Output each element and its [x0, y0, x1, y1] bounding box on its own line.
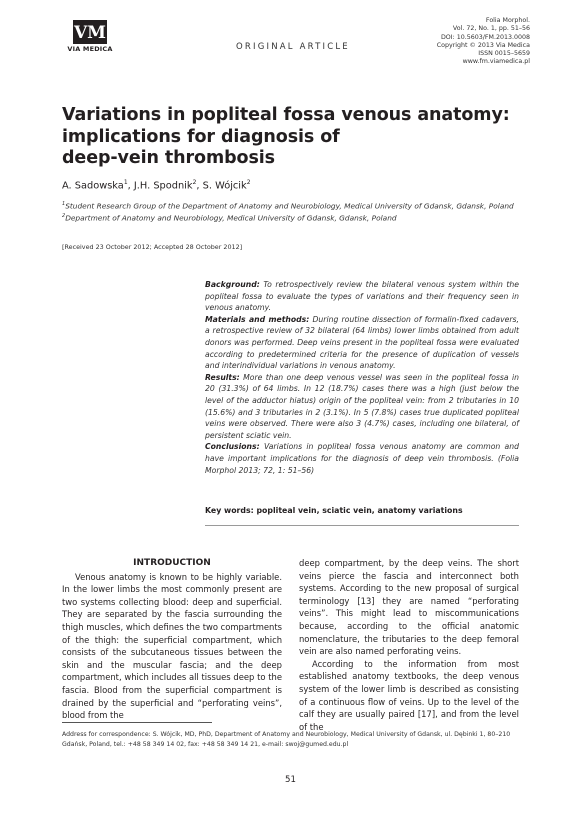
- keywords-divider: [205, 525, 519, 526]
- affiliation-item: $^1$Student Research Group of the Department of Anatomy and Neurobiology, Medical University of Gdansk, Gdansk, Poland: [62, 201, 514, 211]
- footnote-divider: [62, 722, 212, 723]
- abstract-label: Materials and methods:: [205, 314, 310, 324]
- affiliations: [62, 199, 530, 224]
- journal-copyright: Copyright © 2013 Via Medica: [436, 41, 530, 49]
- author-affiliation-mark: 1: [123, 179, 128, 186]
- publisher-logo: [62, 20, 118, 53]
- vm-logo-icon: [73, 20, 107, 44]
- abstract-methods: Materials and methods: During routine dissection of formalin-fixed cadavers, a retrospective review of 32 bilateral (64 limbs) lower limbs obtained from adult donors was performed. Deep veins present in the popliteal fossa were evaluated according to predetermined criteria for the presence of duplication of vessels and interindividual variations in venous anatomy.: [205, 314, 520, 371]
- title-line: Variations in popliteal fossa venous anatomy:: [62, 105, 510, 125]
- correspondence-address: Address for correspondence: S. Wójcik, MD, PhD, Department of Anatomy and Neurobiology, Medical University of Gdansk, ul. Dębinki 1, 80–210 Gdańsk, Poland, tel.: +48 58 349 14 02, fax: +48 58 349 14 21, e-mail: swoj@gumed.edu.pl: [62, 731, 511, 749]
- publisher-name: VIA MEDICA: [67, 45, 113, 53]
- section-heading: INTRODUCTION: [133, 558, 211, 568]
- author-affiliation-mark: 2: [192, 179, 197, 186]
- body-paragraph: Venous anatomy is known to be highly variable. In the lower limbs the most commonly present are two systems collecting blood: deep and superficial. They are separated by the fascia surrounding the thigh muscles, which defines the two compartments of the thigh: the superficial compartment, which consists of the subcutaneous tissues between the skin and the muscular fascia; and the deep compartment, which includes all tissues deep to the fascia. Blood from the superficial compartment is drained by the superficial and “perforating veins”, blood from the: [62, 571, 282, 721]
- abstract-background: Background: To retrospectively review the bilateral venous system within the popliteal fossa to evaluate the types of variations and their frequency seen in venous anatomy.: [205, 280, 519, 313]
- journal-volume: Vol. 72, No. 1, pp. 51–56: [452, 25, 530, 33]
- author-affiliation-mark: 2: [246, 179, 251, 186]
- abstract-label: Results:: [205, 372, 240, 382]
- journal-meta: [437, 17, 530, 67]
- received-dates: [Received 23 October 2012; Accepted 28 October 2012]: [62, 243, 243, 251]
- journal-doi: DOI: 10.5603/FM.2013.0008: [440, 33, 530, 41]
- abstract: [205, 279, 519, 476]
- author-name: S. Wójcik: [202, 180, 247, 192]
- abstract-label: Conclusions:: [205, 442, 260, 452]
- body-column-left: [62, 557, 282, 722]
- abstract-conclusions: Conclusions: Variations in popliteal fossa venous anatomy are common and have important implications for the diagnosis of deep vein thrombosis. (Folia Morphol 2013; 72, 1: 51–56): [205, 442, 519, 475]
- journal-website: www.fm.viamedica.pl: [462, 58, 530, 66]
- body-paragraph: deep compartment, by the deep veins. The short veins pierce the fascia and interconnect both systems. According to the new proposal of surgical terminology [13] they are named “perforating veins”. This might lead to miscommunications because, according to the official anatomic nomenclature, the tributaries to the deep femoral vein are also named perforating veins.: [299, 558, 519, 657]
- journal-name: Folia Morphol.: [485, 17, 530, 24]
- body-column-right: [299, 557, 519, 733]
- author-name: J.H. Spodnik: [133, 180, 193, 192]
- title-line: deep-vein thrombosis: [62, 148, 275, 168]
- keywords: Key words: popliteal vein, sciatic vein, anatomy variations: [205, 506, 463, 515]
- title-line: implications for diagnosis of: [62, 126, 340, 147]
- logo-mark: VM: [73, 23, 107, 43]
- affiliation-item: $^2$Department of Anatomy and Neurobiology, Medical University of Gdansk, Gdansk, Poland: [62, 213, 397, 223]
- abstract-results: Results: More than one deep venous vessel was seen in the popliteal fossa in 20 (31.3%) of 64 limbs. In 12 (18.7%) cases there was a high (just below the level of the adductor hiatus) origin of the popliteal vein: from 2 tributaries in 10 (15.6%) and 3 tributaries in 2 (3.1%). In 5 (7.8%) cases true duplicated popliteal veins were observed. There were also 3 (4.7%) cases, including one bilateral, of persistent sciatic vein.: [205, 372, 519, 440]
- author-name: A. Sadowska: [62, 180, 124, 192]
- page-number: 51: [285, 775, 296, 785]
- journal-issn: ISSN 0015–5659: [478, 50, 530, 58]
- article-title: [62, 105, 532, 170]
- author-list: A. Sadowska$^1$, J.H. Spodnik$^2$, S. Wójcik$^2$: [62, 179, 251, 192]
- body-paragraph: According to the information from most established anatomy textbooks, the deep venous system of the lower limb is described as consisting of a continuous flow of veins. Up to the level of the calf they are usually paired [17], and from the level of the: [299, 658, 519, 732]
- abstract-label: Background:: [205, 280, 260, 289]
- article-type: ORIGINAL ARTICLE: [236, 42, 350, 52]
